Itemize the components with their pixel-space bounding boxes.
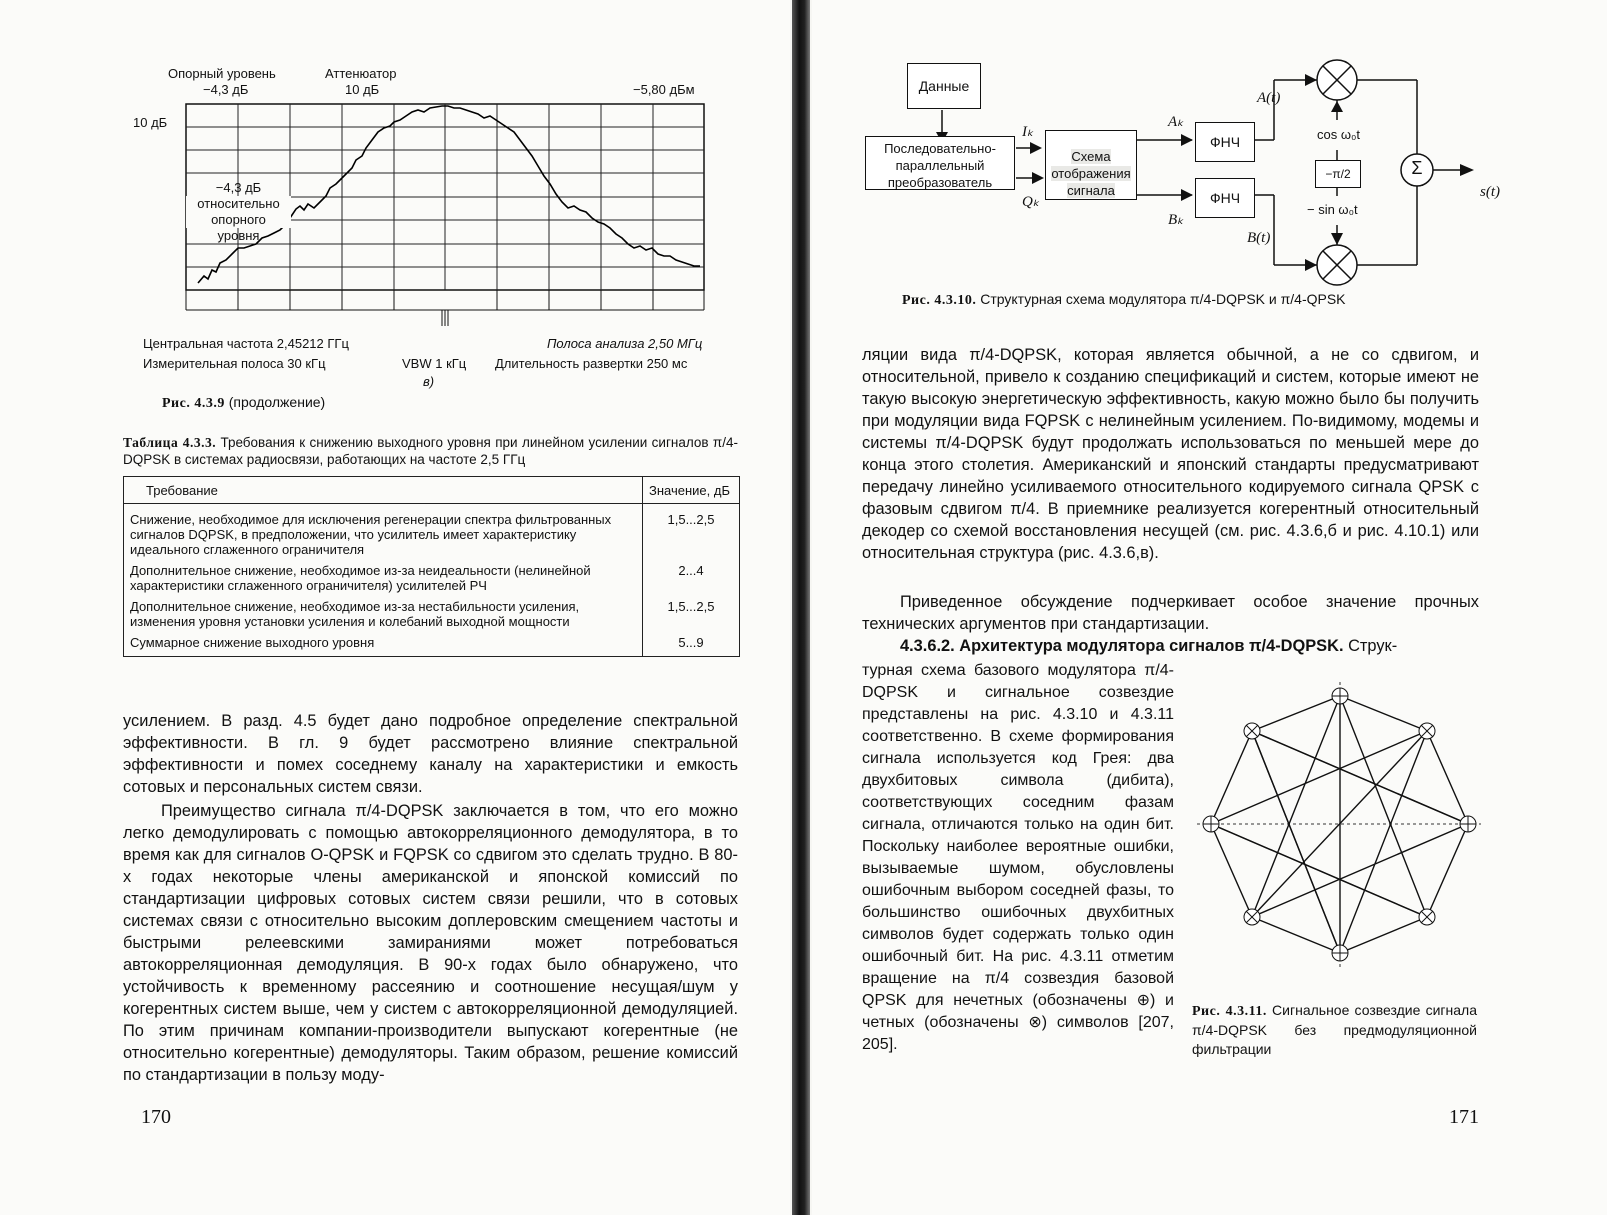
mapper-box-label: Схема отображения сигнала xyxy=(1051,149,1131,198)
vbw-label: VBW 1 кГц xyxy=(402,356,467,371)
sweep-label: Длительность развертки 250 мс xyxy=(495,356,688,371)
span-label: Полоса анализа 2,50 МГц xyxy=(547,336,703,351)
sin-label: − sin ω₀t xyxy=(1307,202,1358,217)
center-freq-label: Центральная частота 2,45212 ГГц xyxy=(143,336,349,351)
section-heading-line xyxy=(900,635,1480,657)
right-paragraph-2: Приведенное обсуждение подчеркивает особое значение прочных технических аргументов при стандартизации. xyxy=(862,593,1479,633)
left-paragraph-2: Преимущество сигнала π/4-DQPSK заключается в том, что его можно легко демодулировать с помощью автокорреляционного демодулятора, в то время как для сигналов O-QPSK и FQPSK со сдвигом это сделать трудно. В 80-х годах некоторые члены американской и японской комиссий по стандартизации цифровых сотовых систем связи решили, что в сотовых системах связи с относительно высоким доплеровским смещением частоты и быстрыми релеевскими замираниями может потребоваться автокорреляционная демодуляция. В 90-х годах было обнаружено, что устойчивость к временному рассеянию и соотношение несущая/шум у когерентных систем выше, чем у систем с автокорреляционной демодуляцией. По этим причинам компании-производители выпускают когерентные (не относительно когерентные) демодуляторы. Таким образом, решение комиссий по стандартизации в пользу моду- xyxy=(123,802,738,1084)
ref-annotation-line-1: −4,3 дБ xyxy=(215,180,262,195)
cos-label: cos ω₀t xyxy=(1317,127,1360,142)
fig11-caption xyxy=(1192,1001,1477,1059)
qk-label: Qₖ xyxy=(1022,194,1040,210)
figure-caption-num: Рис. 4.3.9 xyxy=(162,396,225,411)
ref-annotation-line-3: опорного xyxy=(186,212,291,228)
table-row xyxy=(124,596,740,632)
table-cell-req: Снижение, необходимое для исключения регенерации спектра фильтрованных сигналов DQPSK, в предположении, что усилитель имеет характеристику идеального сглаженного ограничителя xyxy=(124,504,643,561)
table-header-value: Значение, дБ xyxy=(643,477,740,504)
mapper-box xyxy=(1045,130,1137,200)
ref-annotation-line-4: уровня xyxy=(217,228,260,243)
table-cell-val: 5...9 xyxy=(643,632,740,657)
table-cell-val: 1,5...2,5 xyxy=(643,504,740,561)
left-paragraph-1: усилением. В разд. 4.5 будет дано подробное определение спектральной эффективности. В гл. 9 будет рассмотрено влияние спектральной эффективности и помех соседнему каналу на характеристики и емкость сотовых и персональных систем связи. xyxy=(123,712,738,796)
page-number-left: 170 xyxy=(141,1106,171,1128)
table-cell-req: Дополнительное снижение, необходимое из-за нестабильности усиления, изменения уровня установки усиления и колебаний выходной мощности xyxy=(124,596,643,632)
lpf-box-bottom: ФНЧ xyxy=(1195,178,1255,218)
sub-label: в) xyxy=(423,374,435,389)
page-number-right: 171 xyxy=(1449,1106,1479,1128)
right-page xyxy=(812,0,1607,1215)
lpf-box-top: ФНЧ xyxy=(1195,122,1255,162)
bt-label: B(t) xyxy=(1247,230,1271,246)
table-cell-req: Суммарное снижение выходного уровня xyxy=(124,632,643,657)
st-label: s(t) xyxy=(1480,184,1500,200)
ref-level-label: Опорный уровень xyxy=(168,66,276,81)
fig11-caption-num: Рис. 4.3.11. xyxy=(1192,1004,1267,1019)
table-caption xyxy=(123,434,738,468)
section-heading: 4.3.6.2. Архитектура модулятора сигналов π/4-DQPSK. xyxy=(900,637,1344,655)
table-row xyxy=(124,504,740,561)
left-page xyxy=(0,0,790,1215)
table-caption-text: Требования к снижению выходного уровня при линейном усилении сигналов π/4-DQPSK в системах радиосвязи, работающих на частоте 2,5 ГГц xyxy=(123,435,738,467)
rbw-label: Измерительная полоса 30 кГц xyxy=(143,356,326,371)
table-cell-val: 1,5...2,5 xyxy=(643,596,740,632)
ik-label: Iₖ xyxy=(1022,124,1034,140)
fig10-caption xyxy=(902,291,1346,309)
modulator-diagram xyxy=(862,50,1552,290)
table-row xyxy=(124,632,740,657)
marker-value: −5,80 дБм xyxy=(633,82,695,97)
table-cell-req: Дополнительное снижение, необходимое из-за неидеальности (нелинейной характеристики сглаженного ограничителя) усилителей РЧ xyxy=(124,560,643,596)
constellation-diagram xyxy=(1187,672,1489,977)
section-start: Струк- xyxy=(1348,637,1398,655)
ref-level-value: −4,3 дБ xyxy=(203,82,249,97)
sum-symbol: Σ xyxy=(1411,158,1423,178)
at-label: A(t) xyxy=(1257,90,1281,106)
fig10-caption-text: Структурная схема модулятора π/4-DQPSK и π/4-QPSK xyxy=(980,291,1346,307)
ref-annotation-line-2: относительно xyxy=(186,196,291,212)
table-caption-num: Таблица 4.3.3. xyxy=(123,435,217,450)
figure-caption xyxy=(162,394,325,412)
fig11-caption-text: Сигнальное созвездие сигнала π/4-DQPSK без предмодуляционной фильтрации xyxy=(1192,1002,1477,1057)
scale-label: 10 дБ xyxy=(133,115,168,130)
book-spine xyxy=(792,0,810,1215)
data-box: Данные xyxy=(907,63,981,109)
requirements-table xyxy=(123,476,740,657)
right-side-text: турная схема базового модулятора π/4-DQPSK и сигнальное созвездие представлены на рис. 4.3.10 и 4.3.11 соответственно. В схеме формирования сигнала используется код Грея: два двухбитовых символа (дибита), соответствующих соседним фазам сигнала, отличаются только на один бит. Поскольку наиболее вероятные ошибки, вызываемые шумом, обусловлены ошибочным выбором соседней фазы, то большинство ошибочных двухбитных символов будет содержать только один ошибочный бит. На рис. 4.3.11 отметим вращение на π/4 созвездия базовой QPSK для нечетных (обозначены ⊕) и четных (обозначены ⊗) символов [207, 205]. xyxy=(862,662,1174,1053)
fig10-caption-num: Рис. 4.3.10. xyxy=(902,293,977,308)
ak-label: Aₖ xyxy=(1168,114,1184,130)
phase-shift-box: −π/2 xyxy=(1315,160,1361,188)
sp-converter-box: Последовательно-параллельный преобразователь xyxy=(865,136,1015,190)
bk-label: Bₖ xyxy=(1168,212,1184,228)
figure-caption-text: (продолжение) xyxy=(228,394,326,410)
attenuator-label: Аттенюатор xyxy=(325,66,397,81)
table-header-row xyxy=(124,477,740,504)
attenuator-value: 10 дБ xyxy=(345,82,380,97)
right-paragraph-1: ляции вида π/4-DQPSK, которая является обычной, а не со сдвигом, и относительной, привело к созданию спецификаций и систем, которые имеют не такую высокую энергетическую эффективность, какую можно было бы получить при модуляции вида FQPSK с нелинейным усилением. По-видимому, модемы и системы π/4-DQPSK будут продолжать использоваться по меньшей мере до конца этого столетия. Американский и японский стандарты предусматривают передачу линейно усиливаемого относительного кодируемого сигнала QPSK с фазовым сдвигом π/4. В приемнике реализуется когерентный относительный декодер со схемой восстановления несущей (см. рис. 4.3.6,б и рис. 4.10.1) или относительная структура (рис. 4.3.6,в). xyxy=(862,346,1479,562)
table-cell-val: 2...4 xyxy=(643,560,740,596)
table-header-requirement: Требование xyxy=(124,477,643,504)
table-row xyxy=(124,560,740,596)
ref-annotation xyxy=(186,180,291,244)
